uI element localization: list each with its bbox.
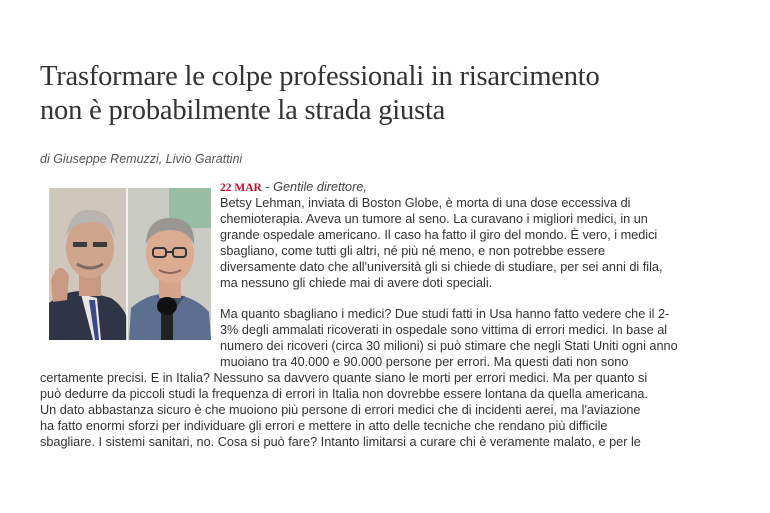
paragraph-line: muoiano tra 40.000 e 90.000 persone per errori. Ma questi dati non sono [220,355,629,369]
paragraph-line: numero dei ricoveri (circa 30 milioni) si può stimare che negli Stati Uniti ogni anno [220,339,678,353]
byline: di Giuseppe Remuzzi, Livio Garattini [40,152,243,166]
paragraph-line: ma nessuno gli chiede mai di avere doti speciali. [220,276,493,290]
article-title-line: non è probabilmente la strada giusta [40,95,446,126]
paragraph-line: sbagliano, come tutti gli altri, né più né meno, e non potrebbe essere [220,244,606,258]
paragraph-line: può dedurre da piccoli studi la frequenza di errori in Italia non dovrebbe essere lontana da quella americana. [40,387,648,401]
paragraph-line: grande ospedale americano. Il caso ha fatto il giro del mondo. È vero, i medici [220,228,658,242]
paragraph-line: chemioterapia. Aveva un tumore al seno. La curavano i migliori medici, in un [220,212,648,226]
paragraph-line: Betsy Lehman, inviata di Boston Globe, è morta di una dose eccessiva di [220,196,631,210]
article-title [40,60,740,128]
paragraph-line: diversamente dato che all'università gli si chiede di studiare, per sei anni di fila, [220,260,663,274]
paragraph-line: certamente precisi. E in Italia? Nessuno sa davvero quante siano le morti per errori medici. Ma per quanto si [40,371,648,385]
paragraph-line: sbagliare. I sistemi sanitari, no. Cosa si può fare? Intanto limitarsi a curare chi è veramente malato, e per le [40,435,641,449]
article-date: 22 MAR [220,182,262,194]
paragraph-line: Un dato abbastanza sicuro è che muoiono più persone di errori medici che di incidenti aerei, ma l'aviazione [40,403,641,417]
author-photo [49,188,211,340]
intro-line [220,180,367,196]
paragraph-line: ha fatto enormi sforzi per individuare gli errori e mettere in atto delle tecniche che rendano più difficile [40,419,608,433]
article-title-line: Trasformare le colpe professionali in risarcimento [40,61,600,92]
author-photo-image [49,188,211,340]
salutation: - Gentile direttore, [265,180,367,194]
paragraph-line: Ma quanto sbagliano i medici? Due studi fatti in Usa hanno fatto vedere che il 2- [220,307,670,321]
paragraph-line: 3% degli ammalati ricoverati in ospedale sono vittima di errori medici. In base al [220,323,668,337]
